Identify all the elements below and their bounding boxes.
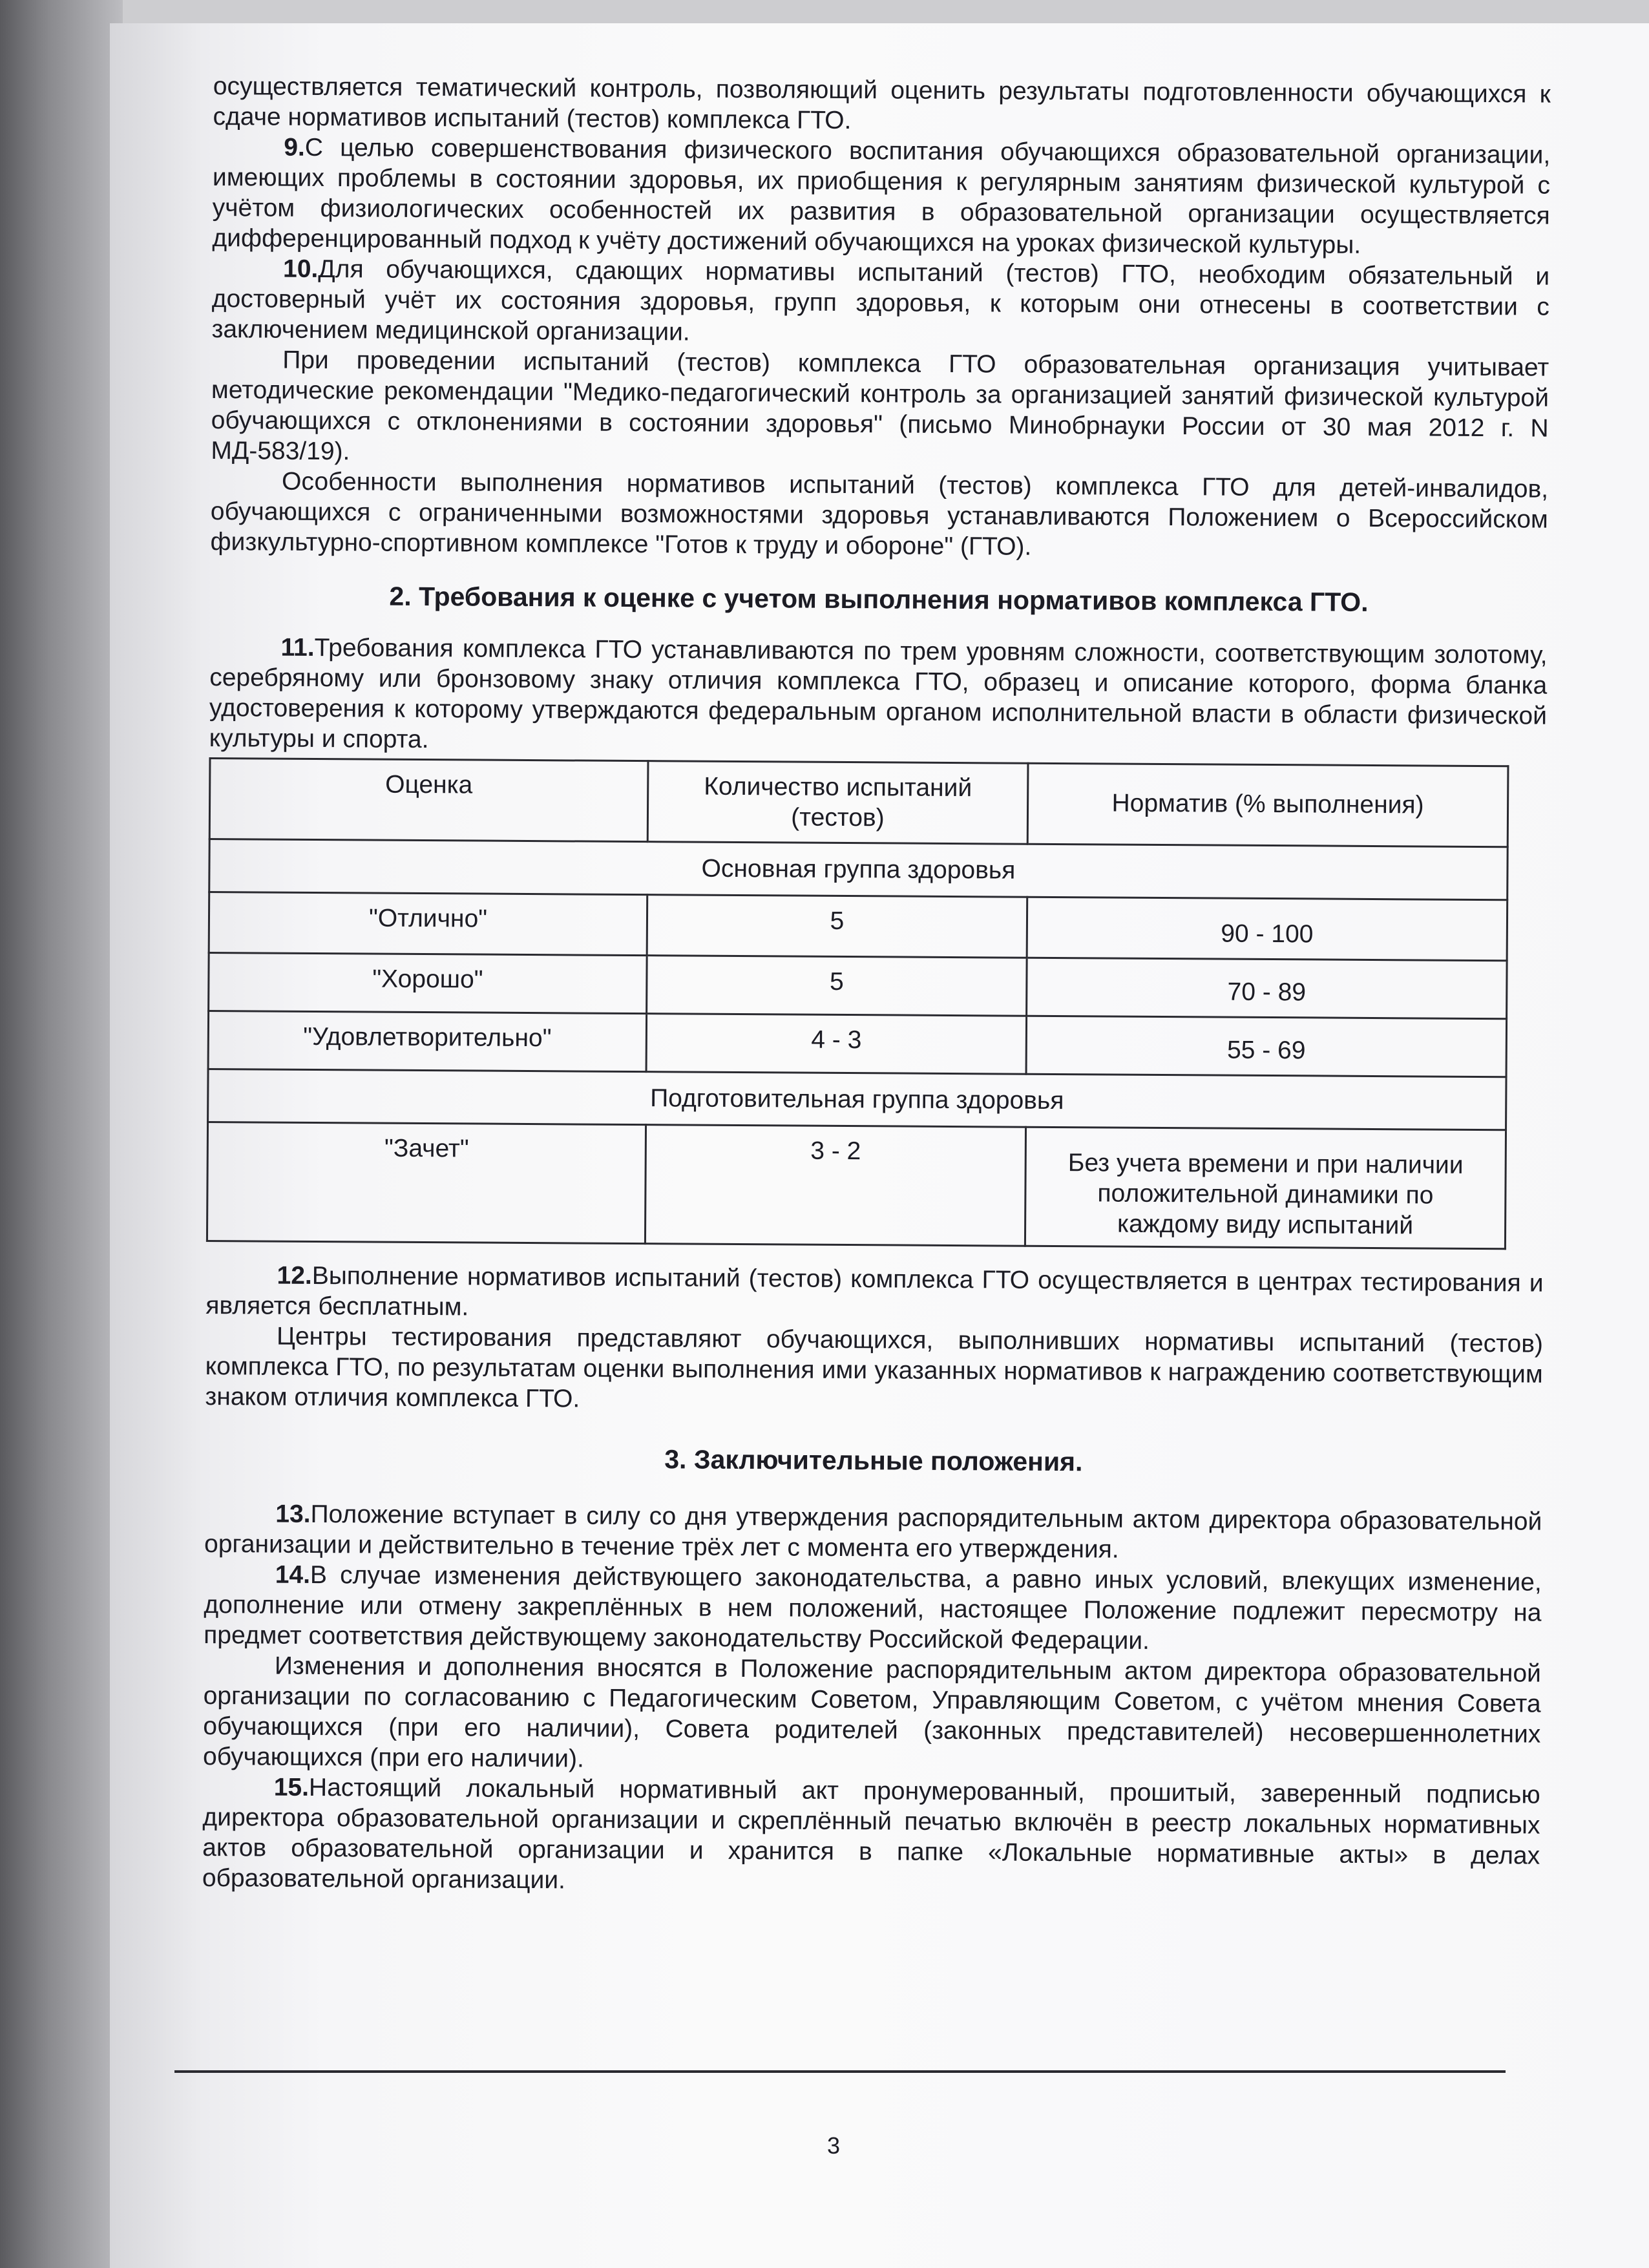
table-row <box>209 952 1507 1018</box>
paragraph-14: 14.В случае изменения действующего законодательства, а равно иных условий, влекущих изменение, дополнение или отмену закреплённых в нем положений, настоящее Положение подлежит пересмотру на предмет соответствия действующему законодательству Российской Федерации. <box>204 1560 1542 1655</box>
count-cell: 5 <box>647 895 1027 958</box>
table-row <box>207 1122 1506 1248</box>
group-main-label: Основная группа здоровья <box>209 839 1507 899</box>
paragraph-12: 12.Выполнение нормативов испытаний (тестов) комплекса ГТО осуществляется в центрах тестирования и является бесплатным. <box>205 1261 1544 1321</box>
section-2-heading: 2. Требования к оценке с учетом выполнения нормативов комплекса ГТО. <box>389 581 1369 617</box>
group-prep-label: Подготовительная группа здоровья <box>208 1069 1506 1129</box>
norm-cell: 90 - 100 <box>1027 897 1507 961</box>
header-cell-grade: Оценка <box>209 758 648 841</box>
paragraph-recommendations: При проведении испытаний (тестов) комплекса ГТО образовательная организация учитывает методические рекомендации "Медико-педагогический контроль за организацией занятий физической культурой обучающихся с отклонениями в состоянии здоровья" (письмо Минобрнауки России от 30 мая 2012 г. N МД-583/19). <box>211 346 1549 466</box>
paragraph-9: 9.С целью совершенствования физического воспитания обучающихся образовательной организации, имеющих проблемы в состоянии здоровья, их приобщения к регулярным занятиям физической культурой с учётом физиологических особенностей их развития в образовательной организации осуществляется дифференцированный подход к учёту достижений обучающихся на уроках физической культуры. <box>212 133 1551 259</box>
norm-cell: Без учета времени и при наличии положительной динамики по каждому виду испытаний <box>1025 1127 1506 1249</box>
norm-cell: 70 - 89 <box>1027 958 1507 1019</box>
paragraph-continuation: осуществляется тематический контроль, позволяющий оценить результаты подготовленности обучающихся к сдаче нормативов испытаний (тестов) комплекса ГТО. <box>213 72 1551 135</box>
count-cell: 4 - 3 <box>646 1014 1027 1075</box>
count-cell: 3 - 2 <box>645 1125 1025 1246</box>
grade-cell: "Хорошо" <box>209 952 647 1013</box>
grade-cell: "Отлично" <box>209 892 647 955</box>
table-group-row <box>208 1069 1506 1129</box>
footer-divider <box>174 2070 1506 2073</box>
paragraph-15: 15.Настоящий локальный нормативный акт пронумерованный, прошитый, заверенный подписью директора образовательной организации и скреплённый печатью включён в реестр локальных нормативных актов образовательной организации и хранится в папке «Локальные нормативные акты» в делах образовательной организации. <box>202 1773 1540 1895</box>
grade-cell: "Удовлетворительно" <box>208 1011 647 1071</box>
page-number: 3 <box>826 2132 841 2159</box>
binding-shadow <box>0 0 123 2268</box>
document-body <box>202 71 1551 1902</box>
table-row <box>208 1011 1507 1076</box>
section-3-heading: 3. Заключительные положения. <box>664 1444 1083 1477</box>
norms-table <box>206 757 1509 1250</box>
grade-cell: "Зачет" <box>207 1122 646 1243</box>
count-cell: 5 <box>647 956 1027 1016</box>
norm-cell: 55 - 69 <box>1026 1016 1507 1077</box>
table-group-row <box>209 839 1507 899</box>
paragraph-10: 10.Для обучающихся, сдающих нормативы испытаний (тестов) ГТО, необходим обязательный и достоверный учёт их состояния здоровья, групп здоровья, к которым они отнесены в соответствии с заключением медицинской организации. <box>211 255 1550 346</box>
paragraph-testing-centers: Центры тестирования представляют обучающихся, выполнивших нормативы испытаний (тестов) комплекса ГТО, по результатам оценки выполнения ими указанных нормативов к награждению соответствующим знаком отличия комплекса ГТО. <box>205 1322 1544 1413</box>
header-cell-count: Количество испытаний (тестов) <box>647 761 1028 845</box>
table-header-row <box>209 758 1508 846</box>
table-row <box>209 892 1507 960</box>
header-cell-norm: Норматив (% выполнения) <box>1027 763 1508 847</box>
paragraph-amendments: Изменения и дополнения вносятся в Положение распорядительным актом директора образовательной организации по согласованию с Педагогическим Советом, Управляющим Советом, с учётом мнения Совета обучающихся (при его наличии), Совета родителей (законных представителей) несовершеннолетних обучающихся (при его наличии). <box>202 1652 1542 1773</box>
paragraph-13: 13.Положение вступает в силу со дня утверждения распорядительным актом директора образовательной организации и действительно в течение трёх лет с момента его утверждения. <box>204 1500 1542 1564</box>
paragraph-11: 11.Требования комплекса ГТО устанавливаются по трем уровням сложности, соответствующим золотому, серебряному или бронзовому знаку отличия комплекса ГТО, образец и описание которого, форма бланка удостоверения к которому утверждаются федеральным органом исполнительной власти в области физической культуры и спорта. <box>209 633 1548 754</box>
paragraph-disabilities: Особенности выполнения нормативов испытаний (тестов) комплекса ГТО для детей-инвалидов, обучающихся с ограниченными возможностями здоровья устанавливаются Положением о Всероссийском физкультурно-спортивном комплексе "Готов к труду и обороне" (ГТО). <box>210 467 1549 561</box>
